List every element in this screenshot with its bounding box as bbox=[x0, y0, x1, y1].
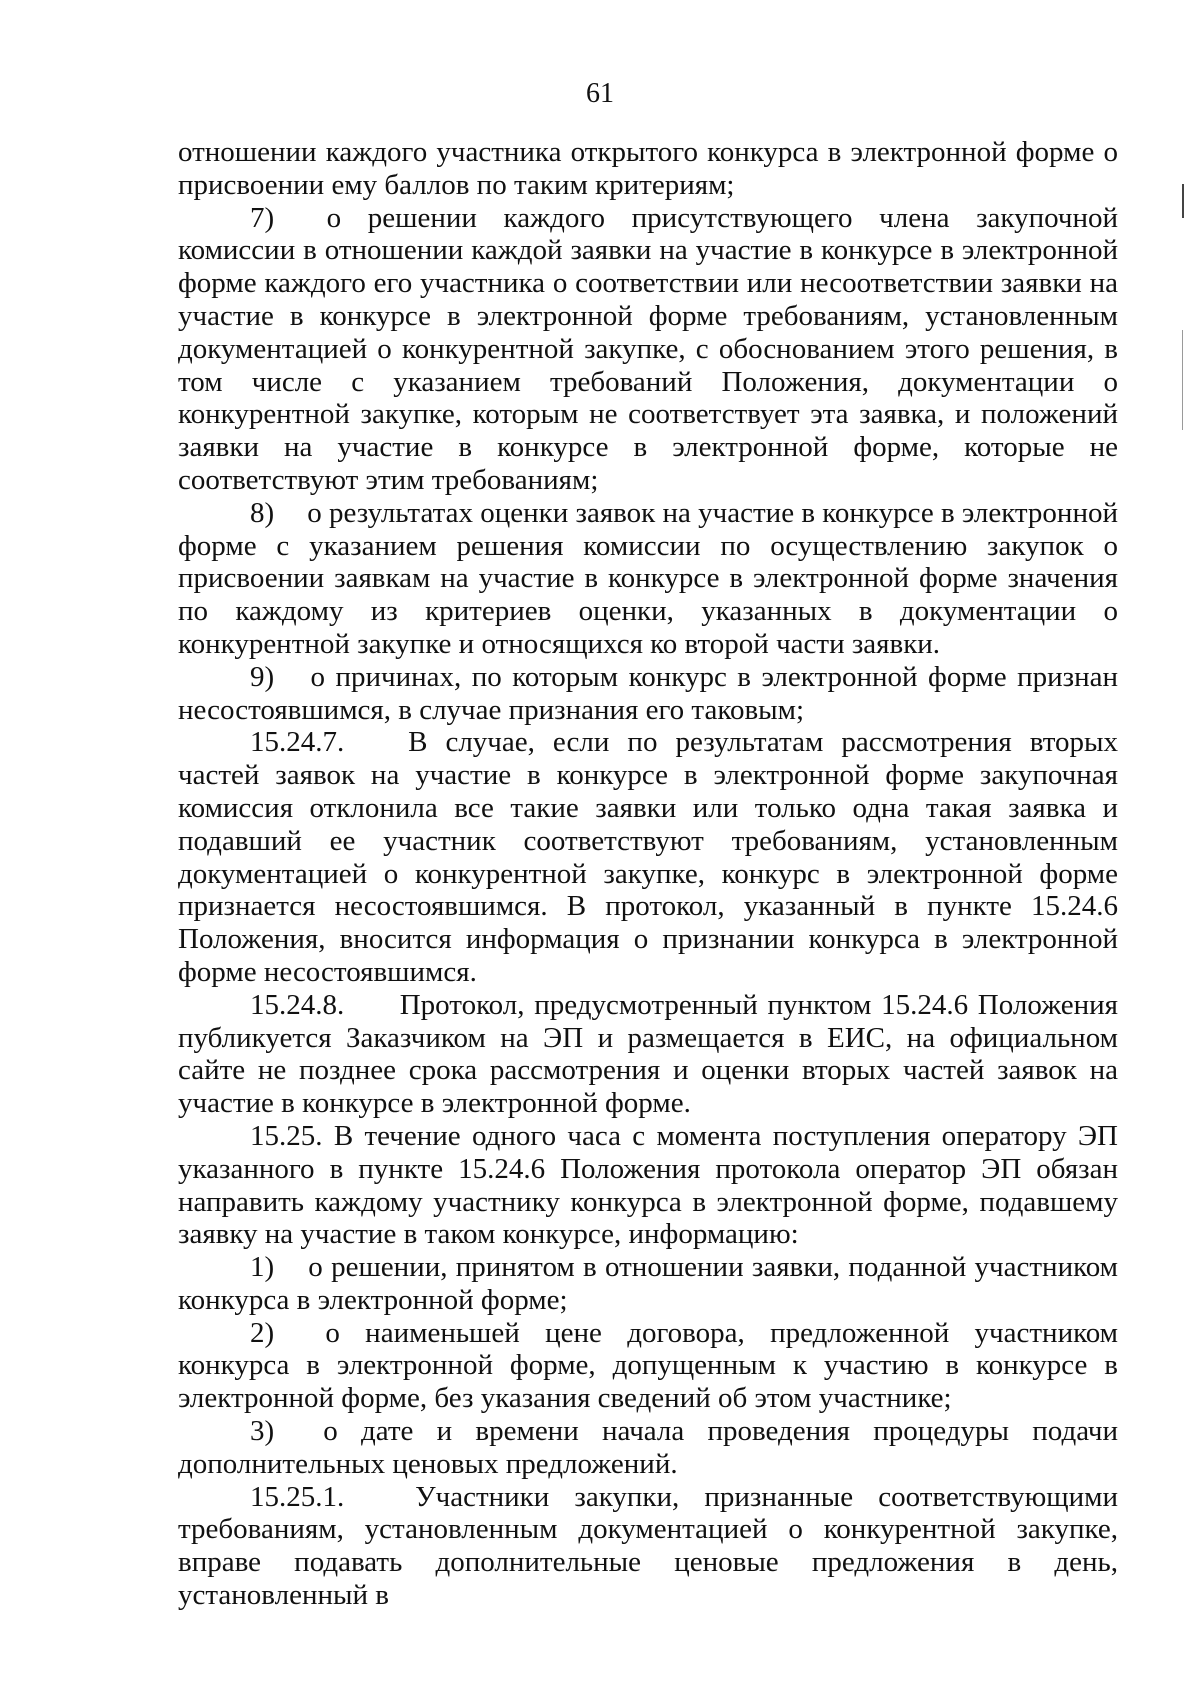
document-body bbox=[178, 136, 1118, 1612]
clause bbox=[178, 1481, 1118, 1612]
paragraph-text: о дате и времени начала проведения процедуры подачи дополнительных ценовых предложений. bbox=[178, 1415, 1119, 1480]
list-item bbox=[178, 661, 1118, 727]
paragraph-text: В случае, если по результатам рассмотрения вторых частей заявок на участие в конкурсе в электронной форме закупочная комиссия отклонила все такие заявки или только одна такая заявка и подавший ее участник соответствуют требованиям, установленным документацией о конкурентной закупке, конкурс в электронной форме признается несостоявшимся. В протокол, указанный в пункте 15.24.6 Положения, вносится информация о признании конкурса в электронной форме несостоявшимся. bbox=[178, 726, 1119, 988]
item-number: 3) bbox=[250, 1415, 275, 1448]
item-number: 7) bbox=[250, 201, 275, 234]
paragraph-text: 15.25. В течение одного часа с момента поступления оператору ЭП указанного в пункте 15.24.6 Положения протокола оператор ЭП обязан направить каждому участнику конкурса в электронной форме, подавшему заявку на участие в таком конкурсе, информацию: bbox=[178, 1119, 1118, 1251]
paragraph-text: о решении каждого присутствующего члена закупочной комиссии в отношении каждой заявки на участие в конкурсе в электронной форме каждого его участника о соответствии или несоответствии заявки на участие в конкурсе в электронной форме требованиям, установленным документацией о конкурентной закупке, с обоснованием этого решения, в том числе с указанием требований Положения, документации о конкурентной закупке, которым не соответствует эта заявка, и положений заявки на участие в конкурсе в электронной форме, которые не соответствуют этим требованиям; bbox=[178, 201, 1118, 496]
clause-number: 15.24.7. bbox=[250, 726, 345, 759]
clause bbox=[178, 1120, 1118, 1251]
list-item bbox=[178, 202, 1118, 497]
clause-number: 15.24.8. bbox=[250, 988, 345, 1021]
margin-mark bbox=[1182, 330, 1183, 430]
item-number: 1) bbox=[250, 1251, 275, 1284]
item-number: 2) bbox=[250, 1316, 275, 1349]
list-item bbox=[178, 497, 1118, 661]
list-item bbox=[178, 1415, 1118, 1481]
paragraph bbox=[178, 136, 1118, 202]
list-item bbox=[178, 1251, 1118, 1317]
page-number: 61 bbox=[586, 78, 614, 109]
paragraph-text: Протокол, предусмотренный пунктом 15.24.6 Положения публикуется Заказчиком на ЭП и размещается в ЕИС, на официальном сайте не позднее срока рассмотрения и оценки вторых частей заявок на участие в конкурсе в электронной форме. bbox=[178, 988, 1118, 1120]
paragraph-text: о результатах оценки заявок на участие в конкурсе в электронной форме с указанием решения комиссии по осуществлению закупок о присвоении заявкам на участие в конкурсе в электронной форме значения по каждому из критериев оценки, указанных в документации о конкурентной закупке и относящихся ко второй части заявки. bbox=[178, 496, 1118, 660]
clause-number: 15.25.1. bbox=[250, 1480, 345, 1513]
clause bbox=[178, 726, 1118, 988]
list-item bbox=[178, 1317, 1118, 1415]
margin-mark bbox=[1182, 184, 1184, 218]
clause bbox=[178, 989, 1118, 1120]
paragraph-text: о наименьшей цене договора, предложенной участником конкурса в электронной форме, допущенным к участию в конкурсе в электронной форме, без указания сведений об этом участнике; bbox=[178, 1316, 1119, 1415]
item-number: 9) bbox=[250, 660, 275, 693]
paragraph-text: Участники закупки, признанные соответствующими требованиям, установленным документацией о конкурентной закупке, вправе подавать дополнительные ценовые предложения в день, установленный в bbox=[178, 1480, 1118, 1612]
paragraph-text: отношении каждого участника открытого конкурса в электронной форме о присвоении ему баллов по таким критериям; bbox=[178, 136, 1118, 201]
item-number: 8) bbox=[250, 496, 275, 529]
paragraph-text: о причинах, по которым конкурс в электронной форме признан несостоявшимся, в случае признания его таковым; bbox=[178, 660, 1119, 726]
paragraph-text: о решении, принятом в отношении заявки, поданной участником конкурса в электронной форме; bbox=[178, 1251, 1118, 1316]
